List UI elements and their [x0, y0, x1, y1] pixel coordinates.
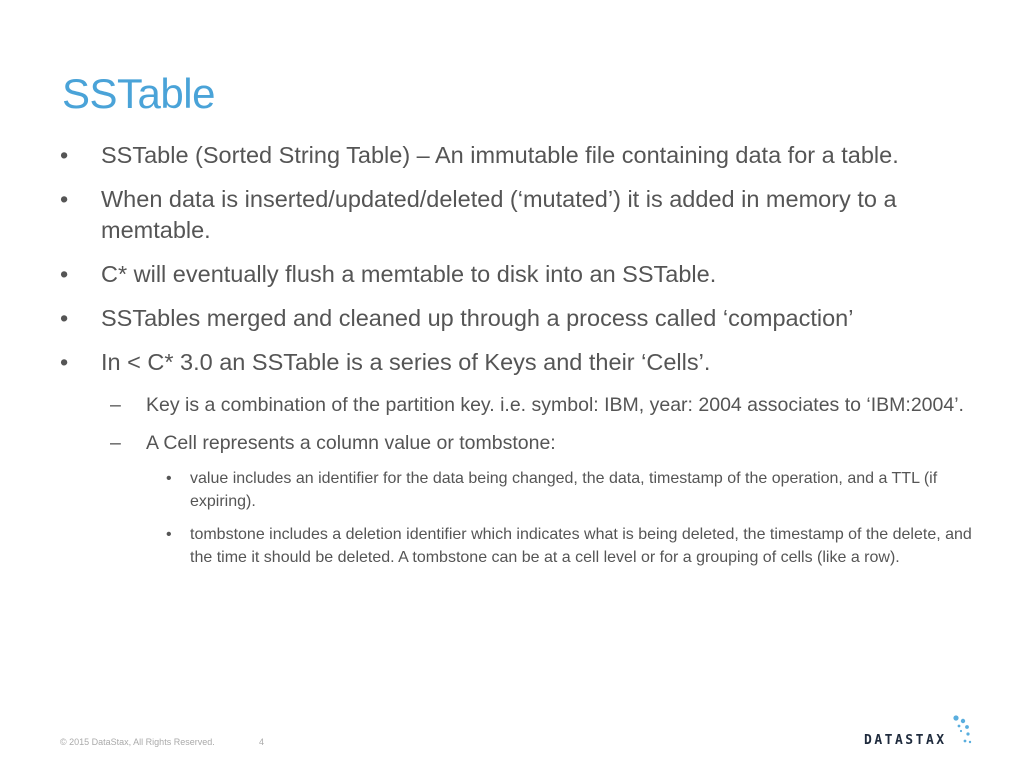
- logo-dot: [965, 725, 969, 729]
- slide-title: SSTable: [62, 70, 215, 117]
- logo-dot: [953, 715, 958, 720]
- bullet-text: C* will eventually flush a memtable to disk into an SSTable.: [101, 261, 717, 287]
- sub-bullet-text: A Cell represents a column value or tombstone:: [146, 432, 556, 454]
- bullet-item: [60, 347, 980, 378]
- sub-sub-bullet-marker: •: [166, 470, 172, 487]
- logo-wordmark: DATASTAX: [864, 733, 947, 748]
- sub-bullet-marker: –: [110, 394, 121, 416]
- bullet-item: [60, 259, 980, 290]
- sub-sub-bullet-text: tombstone includes a deletion identifier which indicates what is being deleted, the timestamp of the delete, and the time it should be deleted. A tombstone can be at a cell level or for a grouping of cells (like a row).: [190, 526, 972, 566]
- bullet-text: When data is inserted/updated/deleted (‘mutated’) it is added in memory to a memtable.: [101, 186, 897, 243]
- logo-dots-icon: [953, 715, 971, 743]
- logo-dot: [969, 741, 971, 743]
- bullet-text: SSTables merged and cleaned up through a process called ‘compaction’: [101, 305, 854, 331]
- bullet-item: [60, 184, 980, 246]
- sub-bullet-item: [60, 429, 980, 457]
- sub-bullet-marker: –: [110, 432, 121, 454]
- datastax-logo: [862, 714, 974, 750]
- bullet-marker: •: [60, 305, 69, 331]
- logo-dot: [958, 725, 961, 728]
- logo-dot: [960, 730, 962, 732]
- sub-bullet-item: [60, 391, 980, 419]
- sub-sub-bullet-text: value includes an identifier for the data being changed, the data, timestamp of the operation, and a TTL (if expiring).: [190, 470, 938, 510]
- copyright-notice: © 2015 DataStax, All Rights Reserved.: [60, 737, 215, 747]
- bullet-marker: •: [60, 261, 69, 287]
- logo-dot: [966, 732, 969, 735]
- page-number: 4: [259, 737, 265, 747]
- sub-bullet-text: Key is a combination of the partition key. i.e. symbol: IBM, year: 2004 associates to ‘IBM:2004’.: [146, 394, 964, 416]
- logo-dot: [964, 740, 967, 743]
- logo-dot: [961, 719, 965, 723]
- sub-sub-bullet-item: [60, 467, 980, 513]
- sub-sub-bullet-item: [60, 523, 980, 569]
- bullet-text: In < C* 3.0 an SSTable is a series of Keys and their ‘Cells’.: [101, 349, 711, 375]
- bullet-item: [60, 303, 980, 334]
- bullet-marker: •: [60, 349, 69, 375]
- bullet-item: [60, 140, 980, 171]
- slide-body: [60, 140, 980, 579]
- bullet-marker: •: [60, 142, 69, 168]
- bullet-text: SSTable (Sorted String Table) – An immutable file containing data for a table.: [101, 142, 899, 168]
- bullet-marker: •: [60, 186, 69, 212]
- sub-sub-bullet-marker: •: [166, 526, 172, 543]
